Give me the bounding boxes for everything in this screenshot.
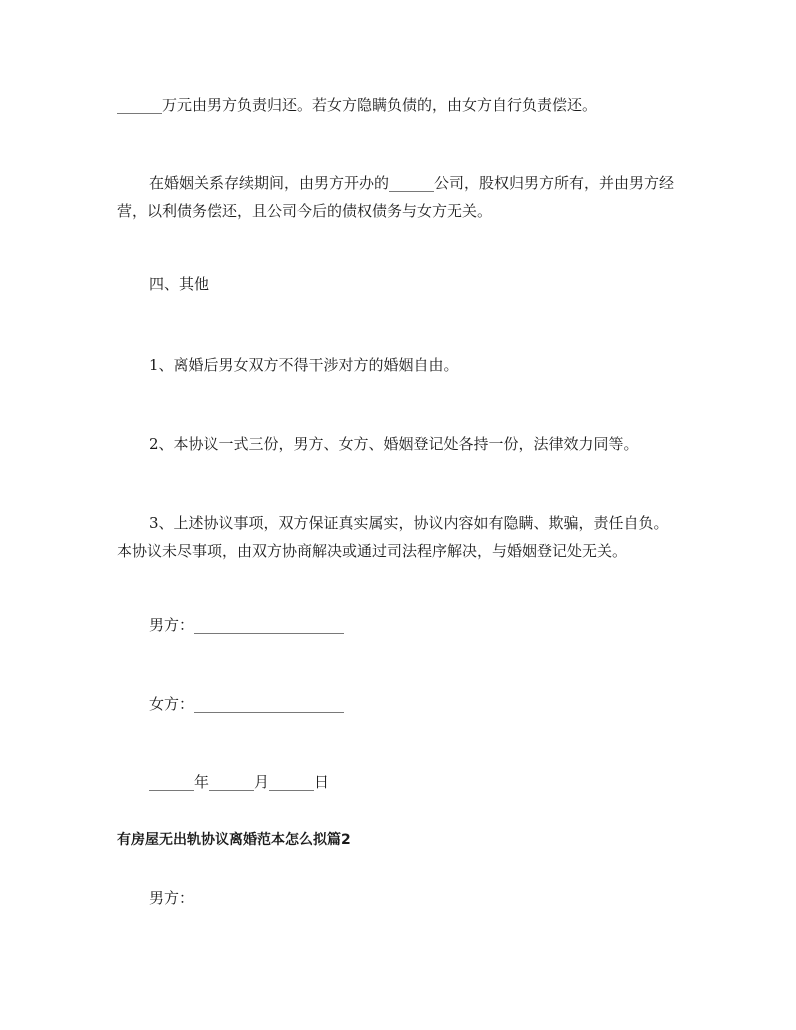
clause-3: 3、上述协议事项，双方保证真实属实，协议内容如有隐瞒、欺骗，责任自负。本协议未尽事项，由双方协商解决或通过司法程序解决，与婚姻登记处无关。: [117, 514, 669, 560]
paragraph-debt-repayment: ______万元由男方负责归还。若女方隐瞒负债的，由女方自行负责偿还。: [117, 96, 598, 114]
article-title-part-2: 有房屋无出轨协议离婚范本怎么拟篇2: [117, 832, 351, 848]
clause-2: 2、本协议一式三份，男方、女方、婚姻登记处各持一份，法律效力同等。: [149, 435, 639, 453]
section-heading-other: 四、其他: [149, 275, 210, 293]
clause-1: 1、离婚后男女双方不得干涉对方的婚姻自由。: [149, 356, 459, 374]
signature-female: 女方：____________________: [149, 695, 345, 713]
paragraph-company-ownership: 在婚姻关系存续期间，由男方开办的______公司，股权归男方所有，并由男方经营，以利债务偿还，且公司今后的债权债务与女方无关。: [117, 174, 675, 220]
party-male-label: 男方：: [149, 889, 195, 907]
date-line: ______年______月______日: [149, 773, 330, 791]
signature-male: 男方：____________________: [149, 616, 345, 634]
